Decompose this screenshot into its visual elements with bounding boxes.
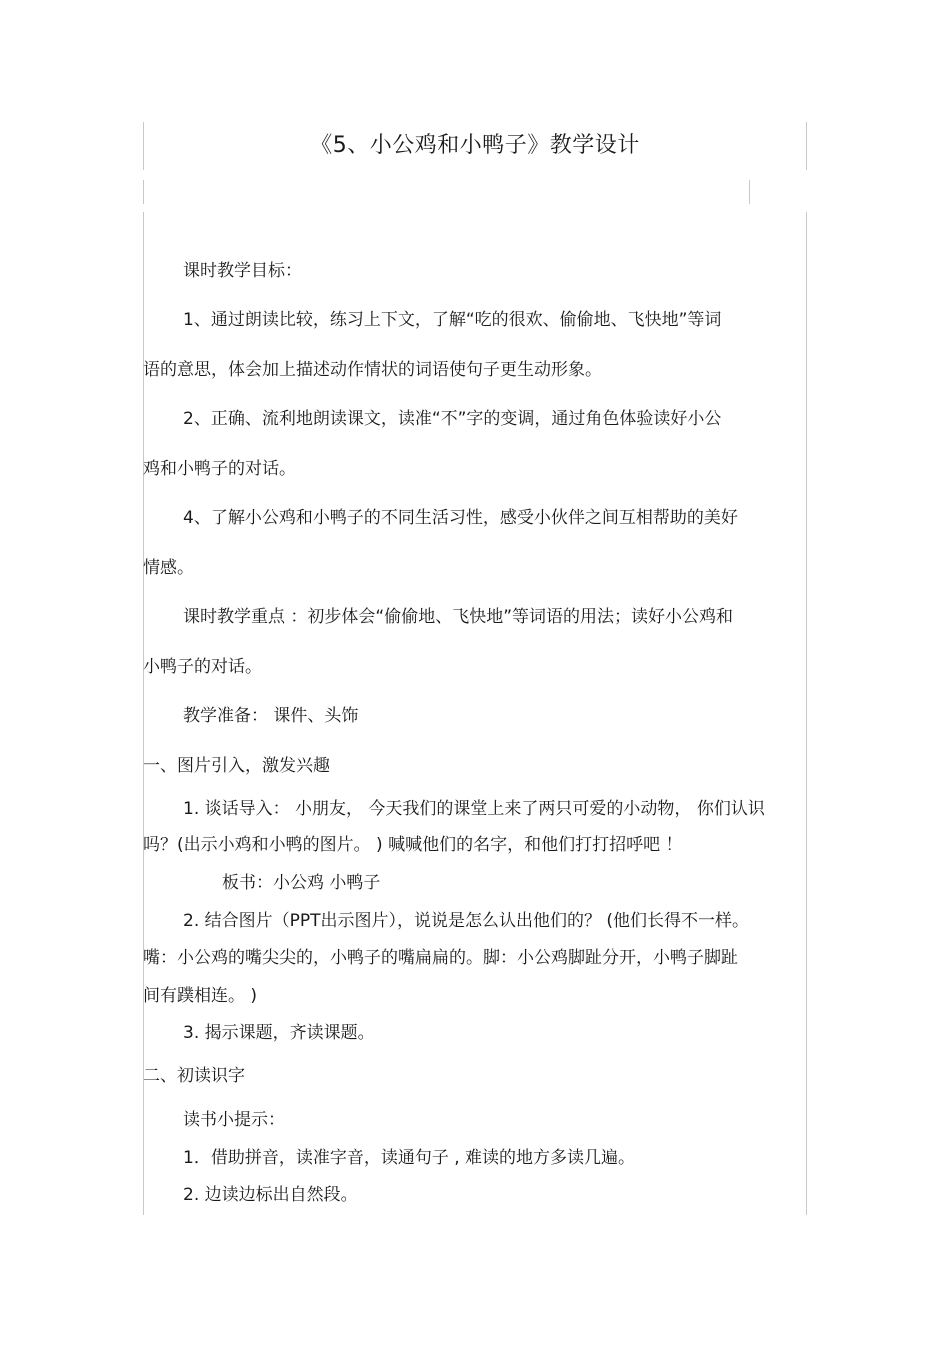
- step-2-line-1: 2. 结合图片（PPT出示图片），说说是怎么认出他们的？ (他们长得不一样。: [183, 911, 750, 931]
- objective-1-line-1: 1、通过朗读比较，练习上下文，了解“吃的很欢、偷偷地、飞快地”等词: [183, 310, 722, 330]
- objective-2-line-1: 2、正确、流利地朗读课文，读准“不”字的变调，通过角色体验读好小公: [183, 409, 722, 429]
- section-1-heading: 一、图片引入，激发兴趣: [143, 756, 330, 776]
- reading-tips-heading: 读书小提示：: [183, 1110, 285, 1130]
- section-2-heading: 二、初读识字: [143, 1066, 245, 1086]
- table-border-left-mid: [143, 180, 144, 204]
- document-title: 《5、小公鸡和小鸭子》教学设计: [310, 133, 640, 158]
- objective-1-line-2: 语的意思，体会加上描述动作情状的词语使句子更生动形象。: [143, 360, 602, 380]
- key-points-line-2: 小鸭子的对话。: [143, 657, 262, 677]
- objective-2-line-2: 鸡和小鸭子的对话。: [143, 459, 296, 479]
- reading-tip-2: 2. 边读边标出自然段。: [183, 1185, 358, 1205]
- objective-4-line-1: 4、了解小公鸡和小鸭子的不同生活习性，感受小伙伴之间互相帮助的美好: [183, 508, 738, 528]
- step-2-line-2: 嘴：小公鸡的嘴尖尖的，小鸭子的嘴扁扁的。脚：小公鸡脚趾分开，小鸭子脚趾: [143, 948, 738, 968]
- step-3: 3. 揭示课题，齐读课题。: [183, 1023, 375, 1043]
- objective-4-line-2: 情感。: [143, 558, 194, 578]
- preparation: 教学准备： 课件、头饰: [183, 706, 359, 726]
- objectives-heading: 课时教学目标：: [183, 261, 302, 281]
- step-1-line-1: 1. 谈话导入： 小朋友， 今天我们的课堂上来了两只可爱的小动物， 你们认识: [183, 799, 765, 819]
- reading-tip-1: 1．借助拼音，读准字音，读通句子 , 难读的地方多读几遍。: [183, 1148, 636, 1168]
- table-border-right-body: [806, 212, 807, 1215]
- step-2-line-3: 间有蹼相连。 ): [143, 986, 258, 1006]
- step-1-line-2: 吗？(出示小鸡和小鸭的图片。 ) 喊喊他们的名字，和他们打打招呼吧 ！: [143, 835, 683, 855]
- board-writing: 板书：小公鸡 小鸭子: [222, 873, 381, 893]
- key-points-line-1: 课时教学重点 ：初步体会“偷偷地、飞快地”等词语的用法；读好小公鸡和: [183, 607, 734, 627]
- table-border-right-mid: [749, 180, 750, 204]
